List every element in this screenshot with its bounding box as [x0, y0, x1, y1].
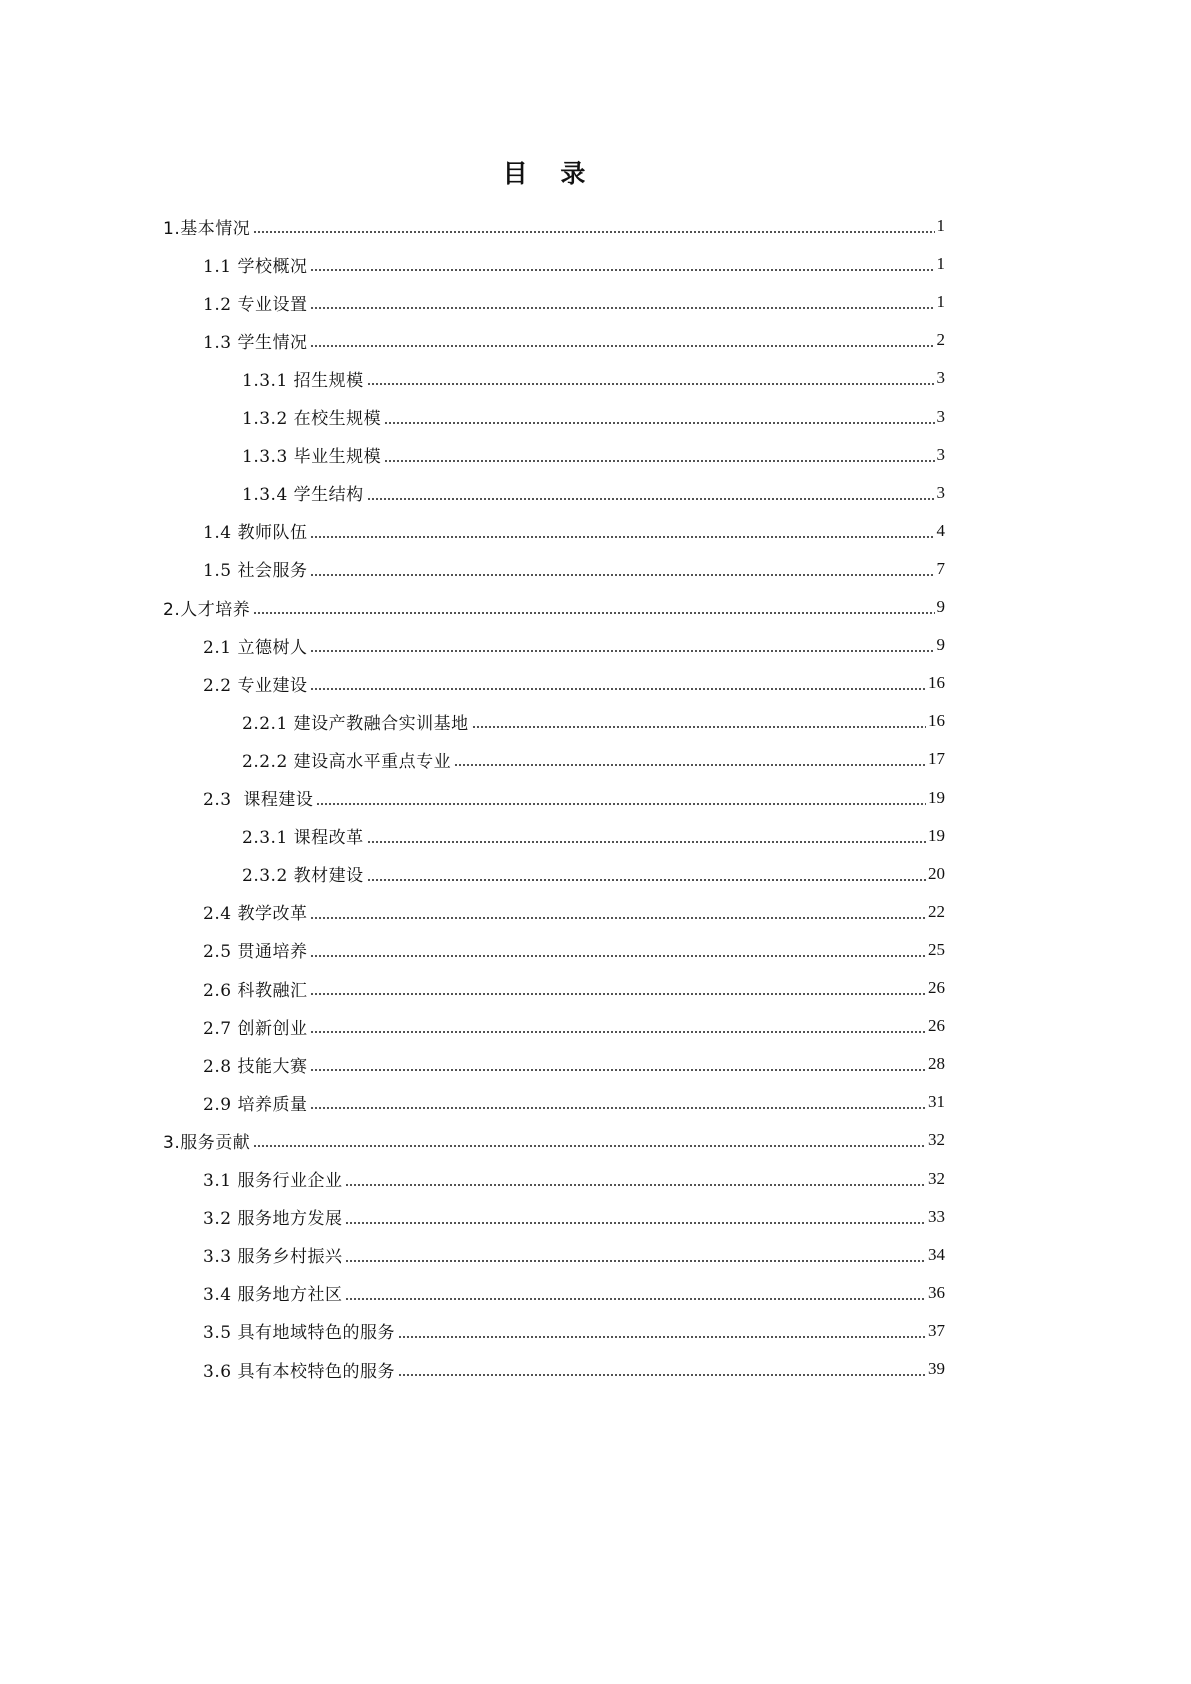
toc-entry-page-number: 4	[936, 520, 945, 540]
toc-entry[interactable]	[203, 1198, 945, 1236]
toc-entry[interactable]	[203, 550, 945, 588]
toc-entry-label: 2.4 教学改革	[203, 904, 308, 925]
toc-entry-label: 1.4 教师队伍	[203, 523, 308, 544]
dot-leader	[310, 955, 926, 957]
toc-entry[interactable]	[203, 779, 945, 817]
toc-entry-page-number: 39	[928, 1359, 945, 1378]
dot-leader	[310, 345, 934, 347]
toc-entry[interactable]	[203, 321, 945, 359]
toc-entry[interactable]	[242, 740, 945, 778]
toc-entry[interactable]	[242, 702, 945, 740]
toc-entry-label: 3.4 服务地方社区	[203, 1285, 343, 1306]
toc-entry-page-number: 36	[928, 1282, 945, 1302]
toc-entry[interactable]	[163, 207, 945, 245]
toc-entry-page-number: 9	[936, 597, 945, 616]
toc-entry-page-number: 19	[928, 787, 945, 807]
dot-leader	[345, 1298, 926, 1300]
toc-entry[interactable]	[203, 626, 945, 664]
toc-entry-label: 2.人才培养	[163, 599, 251, 620]
dot-leader	[384, 460, 934, 462]
toc-entry[interactable]	[242, 436, 945, 474]
toc-entry[interactable]	[203, 1045, 945, 1083]
toc-title: 目 录	[502, 159, 598, 188]
toc-entry-label: 1.3.1 招生规模	[242, 370, 364, 391]
toc-entry-page-number: 28	[928, 1054, 945, 1074]
toc-entry-label: 2.5 贯通培养	[203, 942, 308, 963]
toc-entry-page-number: 7	[936, 558, 945, 578]
toc-entry-page-number: 16	[928, 711, 945, 731]
toc-entry[interactable]	[203, 512, 945, 550]
toc-entry-label: 2.1 立德树人	[203, 637, 308, 658]
toc-entry-label: 1.基本情况	[163, 218, 251, 239]
toc-entry[interactable]	[242, 855, 945, 893]
toc-entry[interactable]	[242, 817, 945, 855]
toc-entry-page-number: 26	[928, 978, 945, 997]
toc-entry[interactable]	[203, 1350, 945, 1388]
toc-entry-page-number: 3	[936, 368, 945, 388]
toc-entry-label: 1.5 社会服务	[203, 561, 308, 582]
toc-entry-page-number: 3	[936, 482, 945, 502]
toc-entry[interactable]	[242, 359, 945, 397]
toc-entry-label: 2.8 技能大赛	[203, 1056, 308, 1077]
dot-leader	[367, 879, 926, 881]
toc-entry-page-number: 3	[936, 444, 945, 464]
toc-entry[interactable]	[203, 1312, 945, 1350]
toc-entry-label: 2.7 创新创业	[203, 1018, 308, 1039]
toc-entry-page-number: 3	[936, 406, 945, 426]
toc-entry-label: 3.2 服务地方发展	[203, 1209, 343, 1230]
toc-entry-page-number: 31	[928, 1092, 945, 1112]
dot-leader	[310, 1107, 926, 1109]
dot-leader	[398, 1374, 926, 1376]
dot-leader	[384, 422, 934, 424]
dot-leader	[253, 612, 934, 614]
toc-entry-label: 1.3.3 毕业生规模	[242, 447, 382, 468]
dot-leader	[310, 917, 926, 919]
toc-entry-label: 2.3 课程建设	[203, 790, 314, 810]
toc-entry-page-number: 16	[928, 673, 945, 693]
dot-leader	[310, 688, 926, 690]
toc-entry[interactable]	[203, 245, 945, 283]
toc-entry[interactable]	[203, 893, 945, 931]
dot-leader	[310, 993, 926, 995]
toc-entry-page-number: 22	[928, 901, 945, 921]
dot-leader	[398, 1336, 926, 1338]
toc-entry-label: 2.3.1 课程改革	[242, 828, 364, 849]
dot-leader	[310, 1069, 926, 1071]
dot-leader	[345, 1222, 926, 1224]
dot-leader	[472, 726, 926, 728]
toc-entry-label: 3.6 具有本校特色的服务	[203, 1361, 395, 1382]
dot-leader	[367, 841, 926, 843]
dot-leader	[454, 764, 926, 766]
dot-leader	[316, 803, 926, 805]
dot-leader	[367, 383, 935, 385]
toc-entry-page-number: 32	[928, 1130, 945, 1150]
toc-entry-label: 1.3.4 学生结构	[242, 485, 364, 506]
toc-entry-page-number: 19	[928, 825, 945, 845]
toc-entry-label: 3.3 服务乡村振兴	[203, 1247, 343, 1268]
toc-entry-label: 2.2.2 建设高水平重点专业	[242, 751, 452, 772]
dot-leader	[345, 1184, 926, 1186]
toc-entry-page-number: 37	[928, 1320, 945, 1340]
dot-leader	[367, 498, 935, 500]
toc-entry-label: 1.1 学校概况	[203, 256, 308, 277]
toc-entry[interactable]	[242, 398, 945, 436]
dot-leader	[310, 574, 934, 576]
toc-entry[interactable]	[163, 588, 945, 626]
dot-leader	[345, 1260, 926, 1262]
toc-entry[interactable]	[163, 1121, 945, 1159]
toc-entry-page-number: 1	[936, 254, 945, 274]
toc-entry-label: 2.3.2 教材建设	[242, 866, 364, 887]
toc-entry-page-number: 20	[928, 863, 945, 883]
toc-entry-page-number: 34	[928, 1244, 945, 1264]
toc-entry-page-number: 1	[936, 216, 945, 235]
toc-entry-label: 1.3.2 在校生规模	[242, 409, 382, 429]
toc-entry-label: 1.2 专业设置	[203, 294, 308, 315]
toc-entry-page-number: 32	[928, 1168, 945, 1188]
toc-entry-page-number: 25	[928, 939, 945, 959]
toc-entry[interactable]	[203, 664, 945, 702]
toc-entry-page-number: 9	[936, 635, 945, 655]
toc-entry[interactable]	[203, 283, 945, 321]
toc-entry-page-number: 1	[936, 292, 945, 312]
toc-entry[interactable]	[203, 1274, 945, 1312]
toc-entry-page-number: 33	[928, 1206, 945, 1226]
toc-entry-label: 2.2.1 建设产教融合实训基地	[242, 713, 469, 734]
toc-entry[interactable]	[203, 1236, 945, 1274]
toc-entry[interactable]	[203, 1160, 945, 1198]
toc-entry-label: 3.1 服务行业企业	[203, 1171, 343, 1191]
dot-leader	[310, 1031, 926, 1033]
dot-leader	[310, 269, 934, 271]
toc-entry-label: 1.3 学生情况	[203, 332, 308, 353]
toc-entry-label: 3.5 具有地域特色的服务	[203, 1323, 395, 1344]
toc-entry[interactable]	[203, 931, 945, 969]
toc-entry-page-number: 2	[936, 330, 945, 350]
toc-entry[interactable]	[203, 1083, 945, 1121]
toc-entry[interactable]	[242, 474, 945, 512]
dot-leader	[310, 536, 934, 538]
toc-entry[interactable]	[203, 969, 945, 1007]
dot-leader	[253, 1145, 926, 1147]
toc-entry[interactable]	[203, 1007, 945, 1045]
dot-leader	[253, 231, 934, 233]
dot-leader	[310, 307, 934, 309]
toc-entry-page-number: 17	[928, 749, 945, 769]
dot-leader	[310, 650, 934, 652]
toc-entry-label: 3.服务贡献	[163, 1132, 251, 1153]
toc-entry-label: 2.6 科教融汇	[203, 980, 308, 1001]
toc-entry-page-number: 26	[928, 1016, 945, 1036]
toc-entry-label: 2.2 专业建设	[203, 675, 308, 696]
toc-entry-label: 2.9 培养质量	[203, 1094, 308, 1115]
